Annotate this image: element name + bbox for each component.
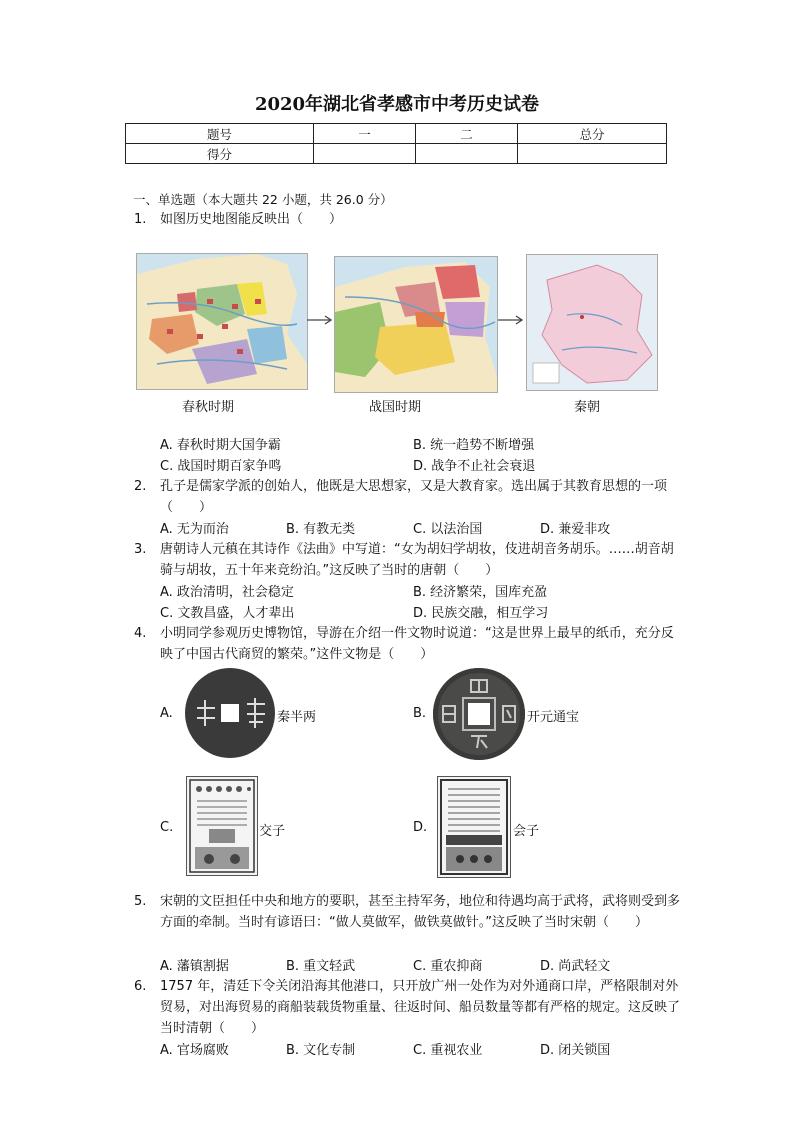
kaiyuan-coin-image	[433, 668, 525, 760]
option-d[interactable]: D. 战争不止社会衰退	[413, 459, 536, 474]
question-stem: 宋朝的文臣担任中央和地方的要职，甚至主持军务，地位和待遇均高于武将，武将则受到多方面的牵制。当时有谚语曰：“做人莫做军，做铁莫做针。”这反映了当时宋朝（ ）	[160, 894, 681, 930]
option-d-letter[interactable]: D.	[413, 820, 428, 835]
option-c[interactable]: C. 以法治国	[413, 522, 483, 537]
option-b-label: 开元通宝	[527, 710, 580, 725]
score-header-qnum: 题号	[126, 124, 314, 144]
question-number: 6.	[134, 979, 147, 994]
option-d[interactable]: D. 民族交融，相互学习	[413, 606, 549, 621]
option-a[interactable]: A. 政治清明，社会稳定	[160, 585, 294, 600]
score-cell[interactable]	[518, 144, 667, 164]
option-c-letter[interactable]: C.	[160, 820, 174, 835]
option-a[interactable]: A. 藩镇割据	[160, 959, 229, 974]
score-row-label: 得分	[126, 144, 314, 164]
score-cell[interactable]	[416, 144, 518, 164]
score-header-2: 二	[416, 124, 518, 144]
question-number: 4.	[134, 626, 147, 641]
option-b[interactable]: B. 统一趋势不断增强	[413, 438, 535, 453]
huizi-note-image	[437, 776, 511, 878]
option-c[interactable]: C. 重农抑商	[413, 959, 483, 974]
spring-autumn-map	[136, 253, 308, 390]
option-b[interactable]: B. 文化专制	[286, 1043, 356, 1058]
warring-states-map	[334, 256, 498, 393]
option-c-label: 交子	[259, 824, 286, 839]
score-header-1: 一	[314, 124, 416, 144]
option-d-label: 会子	[513, 824, 540, 839]
map-caption: 春秋时期	[182, 400, 235, 415]
option-a-label: 秦半两	[277, 710, 317, 725]
option-d[interactable]: D. 尚武轻文	[540, 959, 611, 974]
banliang-coin-image	[185, 668, 275, 758]
question-number: 1.	[134, 212, 147, 227]
score-header-total: 总分	[518, 124, 667, 144]
option-a[interactable]: A. 无为而治	[160, 522, 229, 537]
option-c[interactable]: C. 重视农业	[413, 1043, 483, 1058]
page-title: 2020年湖北省孝感市中考历史试卷	[254, 94, 540, 115]
question-stem: 如图历史地图能反映出（ ）	[160, 212, 343, 227]
question-number: 5.	[134, 894, 147, 909]
score-cell[interactable]	[314, 144, 416, 164]
qin-map	[526, 254, 658, 391]
arrow-right-icon	[497, 314, 525, 326]
option-c[interactable]: C. 战国时期百家争鸣	[160, 459, 282, 474]
option-b[interactable]: B. 重文轻武	[286, 959, 356, 974]
question-stem: 1757 年，清廷下令关闭沿海其他港口，只开放广州一处作为对外通商口岸，严格限制对外贸易，对出海贸易的商船装载货物重量、往返时间、船员数量等都有严格的规定。这反映了当时清朝（ ）	[160, 979, 681, 1036]
question-stem: 小明同学参观历史博物馆，导游在介绍一件文物时说道：“这是世界上最早的纸币，充分反映了中国古代商贸的繁荣。”这件文物是（ ）	[160, 626, 674, 662]
option-b[interactable]: B. 有教无类	[286, 522, 356, 537]
score-table	[125, 123, 667, 164]
option-a[interactable]: A. 官场腐败	[160, 1043, 229, 1058]
section-heading: 一、单选题（本大题共 22 小题，共 26.0 分）	[133, 192, 393, 207]
option-d[interactable]: D. 兼爱非攻	[540, 522, 611, 537]
jiaozi-note-image	[186, 776, 258, 876]
option-d[interactable]: D. 闭关锁国	[540, 1043, 611, 1058]
map-caption: 战国时期	[369, 400, 422, 415]
option-b-letter[interactable]: B.	[413, 706, 427, 721]
option-b[interactable]: B. 经济繁荣，国库充盈	[413, 585, 548, 600]
question-stem: 唐朝诗人元稹在其诗作《法曲》中写道：“女为胡妇学胡妆，伎进胡音务胡乐。……胡音胡骑与胡妆，五十年来竞纷泊。”这反映了当时的唐朝（ ）	[160, 542, 674, 578]
arrow-right-icon	[306, 314, 334, 326]
question-number: 3.	[134, 542, 147, 557]
option-a-letter[interactable]: A.	[160, 706, 173, 721]
question-stem: 孔子是儒家学派的创始人，他既是大思想家，又是大教育家。选出属于其教育思想的一项（ ）	[160, 479, 668, 515]
map-caption: 秦朝	[574, 400, 601, 415]
question-number: 2.	[134, 479, 147, 494]
option-a[interactable]: A. 春秋时期大国争霸	[160, 438, 281, 453]
option-c[interactable]: C. 文教昌盛，人才辈出	[160, 606, 295, 621]
